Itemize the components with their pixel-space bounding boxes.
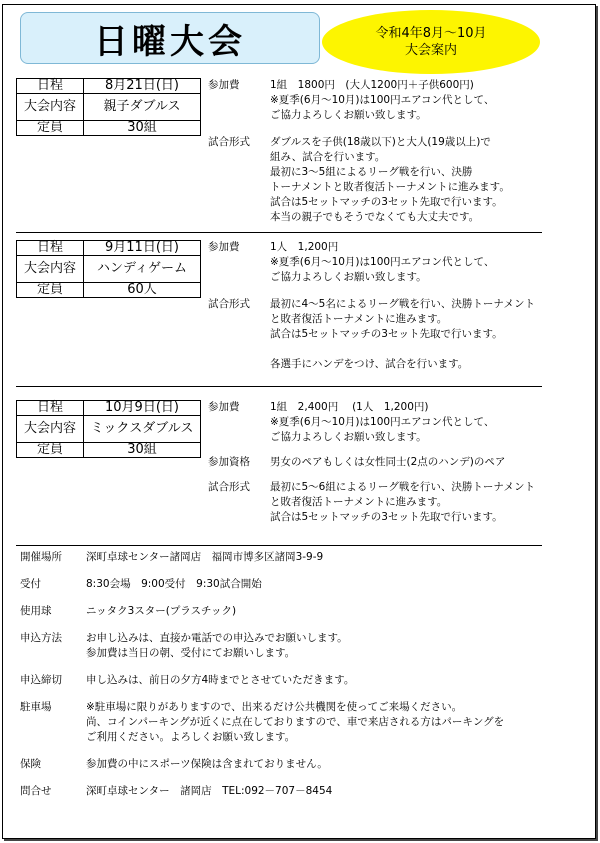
date-value: 9月11日(日) <box>84 241 201 256</box>
content-value: 親子ダブルス <box>84 94 201 121</box>
date-value: 8月21日(日) <box>84 79 201 94</box>
venue-value: 深町卓球センター諸岡店 福岡市博多区諸岡3-9-9 <box>86 551 324 563</box>
format-lines <box>270 480 535 525</box>
format-line: 試合は5セットマッチの3セット先取で行います。 <box>270 511 503 523</box>
reception-row <box>20 577 540 592</box>
format-row <box>208 135 548 225</box>
fee-line: 1組 2,400円 (1人 1,200円) <box>270 401 429 413</box>
format-line: 最初に3～5組によるリーグ戦を行い、決勝 <box>270 166 473 178</box>
format-line: ダブルスを子供(18歳以下)と大人(19歳以上)で <box>270 136 491 148</box>
application-label: 申込方法 <box>20 632 62 644</box>
qualification-line: 男女のペアもしくは女性同士(2点のハンデ)のペア <box>270 456 506 468</box>
period-subtext: 大会案内 <box>404 43 457 58</box>
format-lines <box>270 135 510 225</box>
format-line: と敗者復活トーナメントに進みます。 <box>270 313 448 325</box>
event-info-table <box>16 240 201 298</box>
parking-label: 駐車場 <box>20 701 52 713</box>
fee-lines <box>270 240 494 285</box>
period-text: 令和4年8月～10月 <box>375 26 487 41</box>
format-line: 本当の親子でもそうでなくても大丈夫です。 <box>270 211 480 223</box>
date-value: 10月9日(日) <box>84 401 201 416</box>
fee-row <box>208 400 548 445</box>
fee-row <box>208 78 548 123</box>
parking-line: ※駐車場に限りがありますので、出来るだけ公共機関を使ってご来場ください。 <box>86 701 463 713</box>
title-box <box>20 12 320 64</box>
date-label: 日程 <box>17 401 84 416</box>
capacity-label: 定員 <box>17 283 84 298</box>
format-row <box>208 297 548 372</box>
format-line: 組み、試合を行います。 <box>270 151 386 163</box>
fee-line: ご協力よろしくお願い致します。 <box>270 109 427 121</box>
fee-lines <box>270 78 494 123</box>
insurance-value: 参加費の中にスポーツ保険は含まれておりません。 <box>86 758 328 770</box>
event-info-table <box>16 78 201 136</box>
format-line: 試合は5セットマッチの3セット先取で行います。 <box>270 328 503 340</box>
content-value: ミックスダブルス <box>84 416 201 443</box>
general-info <box>20 550 540 811</box>
qualification-lines <box>270 455 505 470</box>
deadline-label: 申込締切 <box>20 674 62 686</box>
fee-label: 参加費 <box>208 79 240 91</box>
format-line <box>270 342 535 357</box>
application-line: お申し込みは、直接か電話での申込みでお願いします。 <box>86 632 348 644</box>
deadline-row <box>20 673 540 688</box>
format-line: 最初に5～6組によるリーグ戦を行い、決勝トーナメント <box>270 481 535 493</box>
capacity-label: 定員 <box>17 121 84 136</box>
event-details <box>208 400 548 531</box>
reception-value: 8:30会場 9:00受付 9:30試合開始 <box>86 578 262 590</box>
format-line: 最初に4～5名によるリーグ戦を行い、決勝トーナメント <box>270 298 535 310</box>
capacity-value: 30組 <box>84 443 201 458</box>
event-details <box>208 78 548 231</box>
format-label: 試合形式 <box>208 481 250 493</box>
fee-line: ※夏季(6月～10月)は100円エアコン代として、 <box>270 256 495 268</box>
period-badge <box>322 10 540 74</box>
section-divider <box>16 545 542 546</box>
reception-label: 受付 <box>20 578 41 590</box>
format-line: 試合は5セットマッチの3セット先取で行います。 <box>270 196 503 208</box>
insurance-label: 保険 <box>20 758 41 770</box>
ball-label: 使用球 <box>20 605 52 617</box>
format-line: トーナメントと敗者復活トーナメントに進みます。 <box>270 181 510 193</box>
section-divider <box>16 232 542 233</box>
fee-line: ご協力よろしくお願い致します。 <box>270 271 427 283</box>
parking-line: 尚、コインパーキングが近くに点在しておりますので、車で来店される方はパーキングを <box>86 716 505 728</box>
date-label: 日程 <box>17 79 84 94</box>
fee-line: ご協力よろしくお願い致します。 <box>270 431 427 443</box>
fee-line: ※夏季(6月～10月)は100円エアコン代として、 <box>270 416 495 428</box>
qualification-row <box>208 455 548 470</box>
fee-line: ※夏季(6月～10月)は100円エアコン代として、 <box>270 94 495 106</box>
capacity-value: 30組 <box>84 121 201 136</box>
application-row <box>20 631 540 661</box>
insurance-row <box>20 757 540 772</box>
capacity-label: 定員 <box>17 443 84 458</box>
event-details <box>208 240 548 378</box>
fee-line: 1人 1,200円 <box>270 241 339 253</box>
contact-value: 深町卓球センター 諸岡店 TEL:092－707－8454 <box>86 785 333 797</box>
content-label: 大会内容 <box>17 416 84 443</box>
qualification-label: 参加資格 <box>208 456 250 468</box>
format-label: 試合形式 <box>208 136 250 148</box>
page-title: 日曜大会 <box>94 21 246 62</box>
content-label: 大会内容 <box>17 94 84 121</box>
fee-line: 1組 1800円 (大人1200円＋子供600円) <box>270 79 474 91</box>
application-line: 参加費は当日の朝、受付にてお願いします。 <box>86 647 296 659</box>
ball-value: ニッタク3スター(プラスチック) <box>86 605 237 617</box>
parking-row <box>20 700 540 745</box>
format-label: 試合形式 <box>208 298 250 310</box>
format-line: と敗者復活トーナメントに進みます。 <box>270 496 448 508</box>
parking-line: ご利用ください。よろしくお願い致します。 <box>86 731 296 743</box>
format-lines <box>270 297 535 372</box>
fee-label: 参加費 <box>208 401 240 413</box>
venue-label: 開催場所 <box>20 551 62 563</box>
date-label: 日程 <box>17 241 84 256</box>
section-divider <box>16 386 542 387</box>
deadline-value: 申し込みは、前日の夕方4時までとさせていただきます。 <box>86 674 355 686</box>
ball-row <box>20 604 540 619</box>
content-label: 大会内容 <box>17 256 84 283</box>
capacity-value: 60人 <box>84 283 201 298</box>
contact-label: 問合せ <box>20 785 52 797</box>
format-line: 各選手にハンデをつけ、試合を行います。 <box>270 358 469 370</box>
fee-row <box>208 240 548 285</box>
fee-lines <box>270 400 494 445</box>
content-value: ハンディゲーム <box>84 256 201 283</box>
contact-row <box>20 784 540 799</box>
fee-label: 参加費 <box>208 241 240 253</box>
venue-row <box>20 550 540 565</box>
event-info-table <box>16 400 201 458</box>
format-row <box>208 480 548 525</box>
